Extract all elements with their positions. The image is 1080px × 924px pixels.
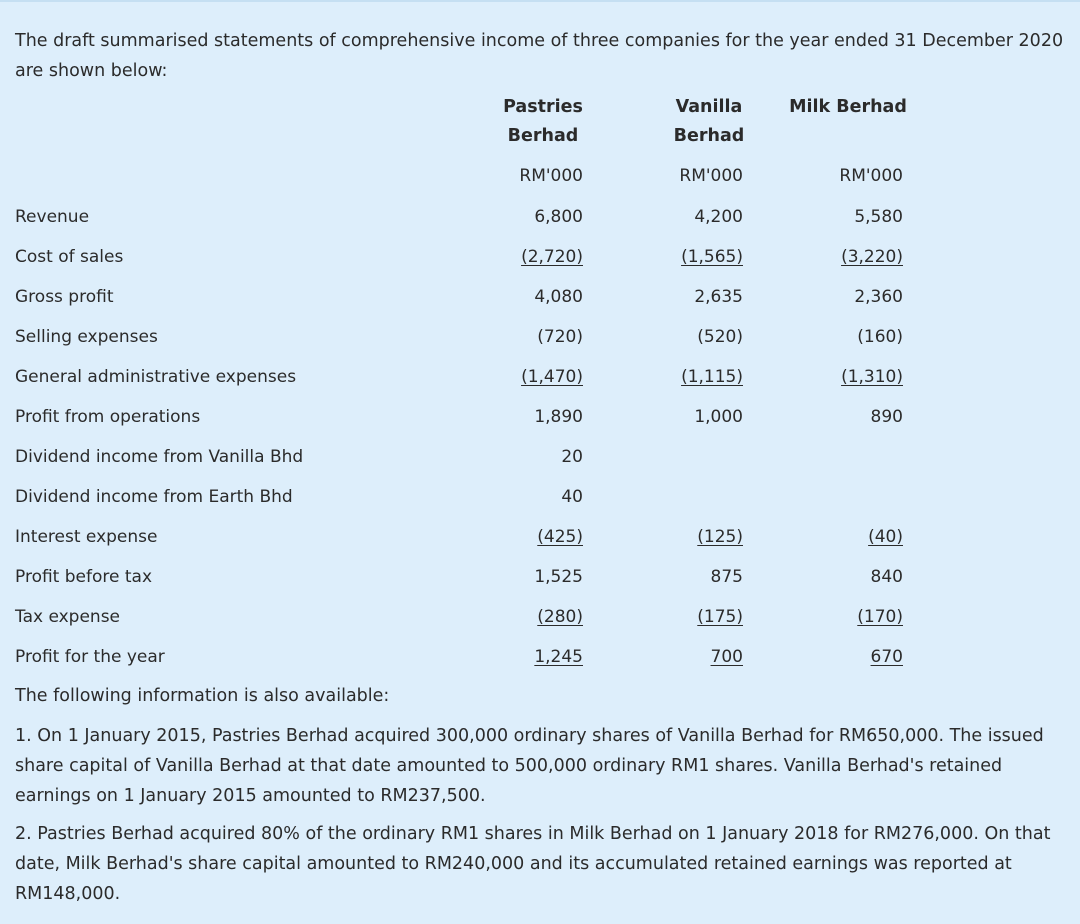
row-dividend-earth: [0, 483, 1080, 513]
header-milk: Milk Berhad: [789, 97, 907, 117]
value-milk: 5,580: [854, 207, 903, 227]
value-pastries: (280): [537, 607, 583, 627]
value-pastries: 20: [561, 447, 583, 467]
unit-milk: RM'000: [839, 166, 903, 186]
value-vanilla: 2,635: [694, 287, 743, 307]
row-label: Profit from operations: [15, 407, 201, 427]
value-milk: 840: [870, 567, 903, 587]
header-vanilla-line1: Vanilla: [675, 97, 743, 117]
value-pastries: 6,800: [534, 207, 583, 227]
value-vanilla: (125): [697, 527, 743, 547]
unit-pastries: RM'000: [519, 166, 583, 186]
value-milk: (3,220): [841, 247, 903, 267]
header-vanilla-line2: Berhad: [673, 126, 745, 146]
value-milk: 2,360: [854, 287, 903, 307]
value-vanilla: 700: [710, 647, 743, 667]
row-revenue: [0, 203, 1080, 233]
value-milk: (1,310): [841, 367, 903, 387]
row-cost-of-sales: [0, 243, 1080, 273]
value-vanilla: (1,115): [681, 367, 743, 387]
value-milk: 670: [870, 647, 903, 667]
row-label: General administrative expenses: [15, 367, 297, 387]
value-milk: (160): [857, 327, 903, 347]
value-pastries: (1,470): [521, 367, 583, 387]
value-milk: 890: [870, 407, 903, 427]
value-pastries: (720): [537, 327, 583, 347]
row-profit-from-operations: [0, 403, 1080, 433]
intro-text: The draft summarised statements of comprehensive income of three companies for the year ended 31 December 2020 are shown below:: [15, 31, 1064, 81]
value-pastries: 4,080: [534, 287, 583, 307]
value-pastries: 1,525: [534, 567, 583, 587]
row-label: Revenue: [15, 207, 90, 227]
row-label: Dividend income from Vanilla Bhd: [15, 447, 304, 467]
value-vanilla: 1,000: [694, 407, 743, 427]
row-profit-for-year: [0, 643, 1080, 673]
row-gross-profit: [0, 283, 1080, 313]
value-pastries: (2,720): [521, 247, 583, 267]
value-pastries: 1,890: [534, 407, 583, 427]
row-label: Profit for the year: [15, 647, 165, 667]
header-pastries-line1: Pastries: [503, 97, 583, 117]
value-vanilla: (175): [697, 607, 743, 627]
row-tax-expense: [0, 603, 1080, 633]
value-vanilla: 4,200: [694, 207, 743, 227]
value-milk: (40): [868, 527, 903, 547]
value-pastries: 40: [561, 487, 583, 507]
row-label: Gross profit: [15, 287, 114, 307]
value-vanilla: 875: [710, 567, 743, 587]
unit-vanilla: RM'000: [679, 166, 743, 186]
note-1: 1. On 1 January 2015, Pastries Berhad acquired 300,000 ordinary shares of Vanilla Berhad for RM650,000. The issued share capital of Vanilla Berhad at that date amounted to 500,000 ordinary RM1 shares. Vanilla Berhad's retained earnings on 1 January 2015 amounted to RM237,500.: [15, 726, 1044, 806]
note-2: 2. Pastries Berhad acquired 80% of the ordinary RM1 shares in Milk Berhad on 1 January 2018 for RM276,000. On that date, Milk Berhad's share capital amounted to RM240,000 and its accumulated retained earnings was reported at RM148,000.: [15, 824, 1051, 904]
top-border: [0, 0, 1080, 2]
row-label: Tax expense: [15, 607, 121, 627]
value-pastries: (425): [537, 527, 583, 547]
row-interest-expense: [0, 523, 1080, 553]
row-label: Selling expenses: [15, 327, 158, 347]
row-admin-expenses: [0, 363, 1080, 393]
value-milk: (170): [857, 607, 903, 627]
additional-info-heading: The following information is also available:: [15, 686, 390, 706]
value-vanilla: (1,565): [681, 247, 743, 267]
row-dividend-vanilla: [0, 443, 1080, 473]
value-vanilla: (520): [697, 327, 743, 347]
row-label: Cost of sales: [15, 247, 124, 267]
row-profit-before-tax: [0, 563, 1080, 593]
row-label: Dividend income from Earth Bhd: [15, 487, 293, 507]
value-pastries: 1,245: [534, 647, 583, 667]
header-pastries-line2: Berhad: [507, 126, 579, 146]
row-label: Profit before tax: [15, 567, 153, 587]
row-selling-expenses: [0, 323, 1080, 353]
row-label: Interest expense: [15, 527, 158, 547]
